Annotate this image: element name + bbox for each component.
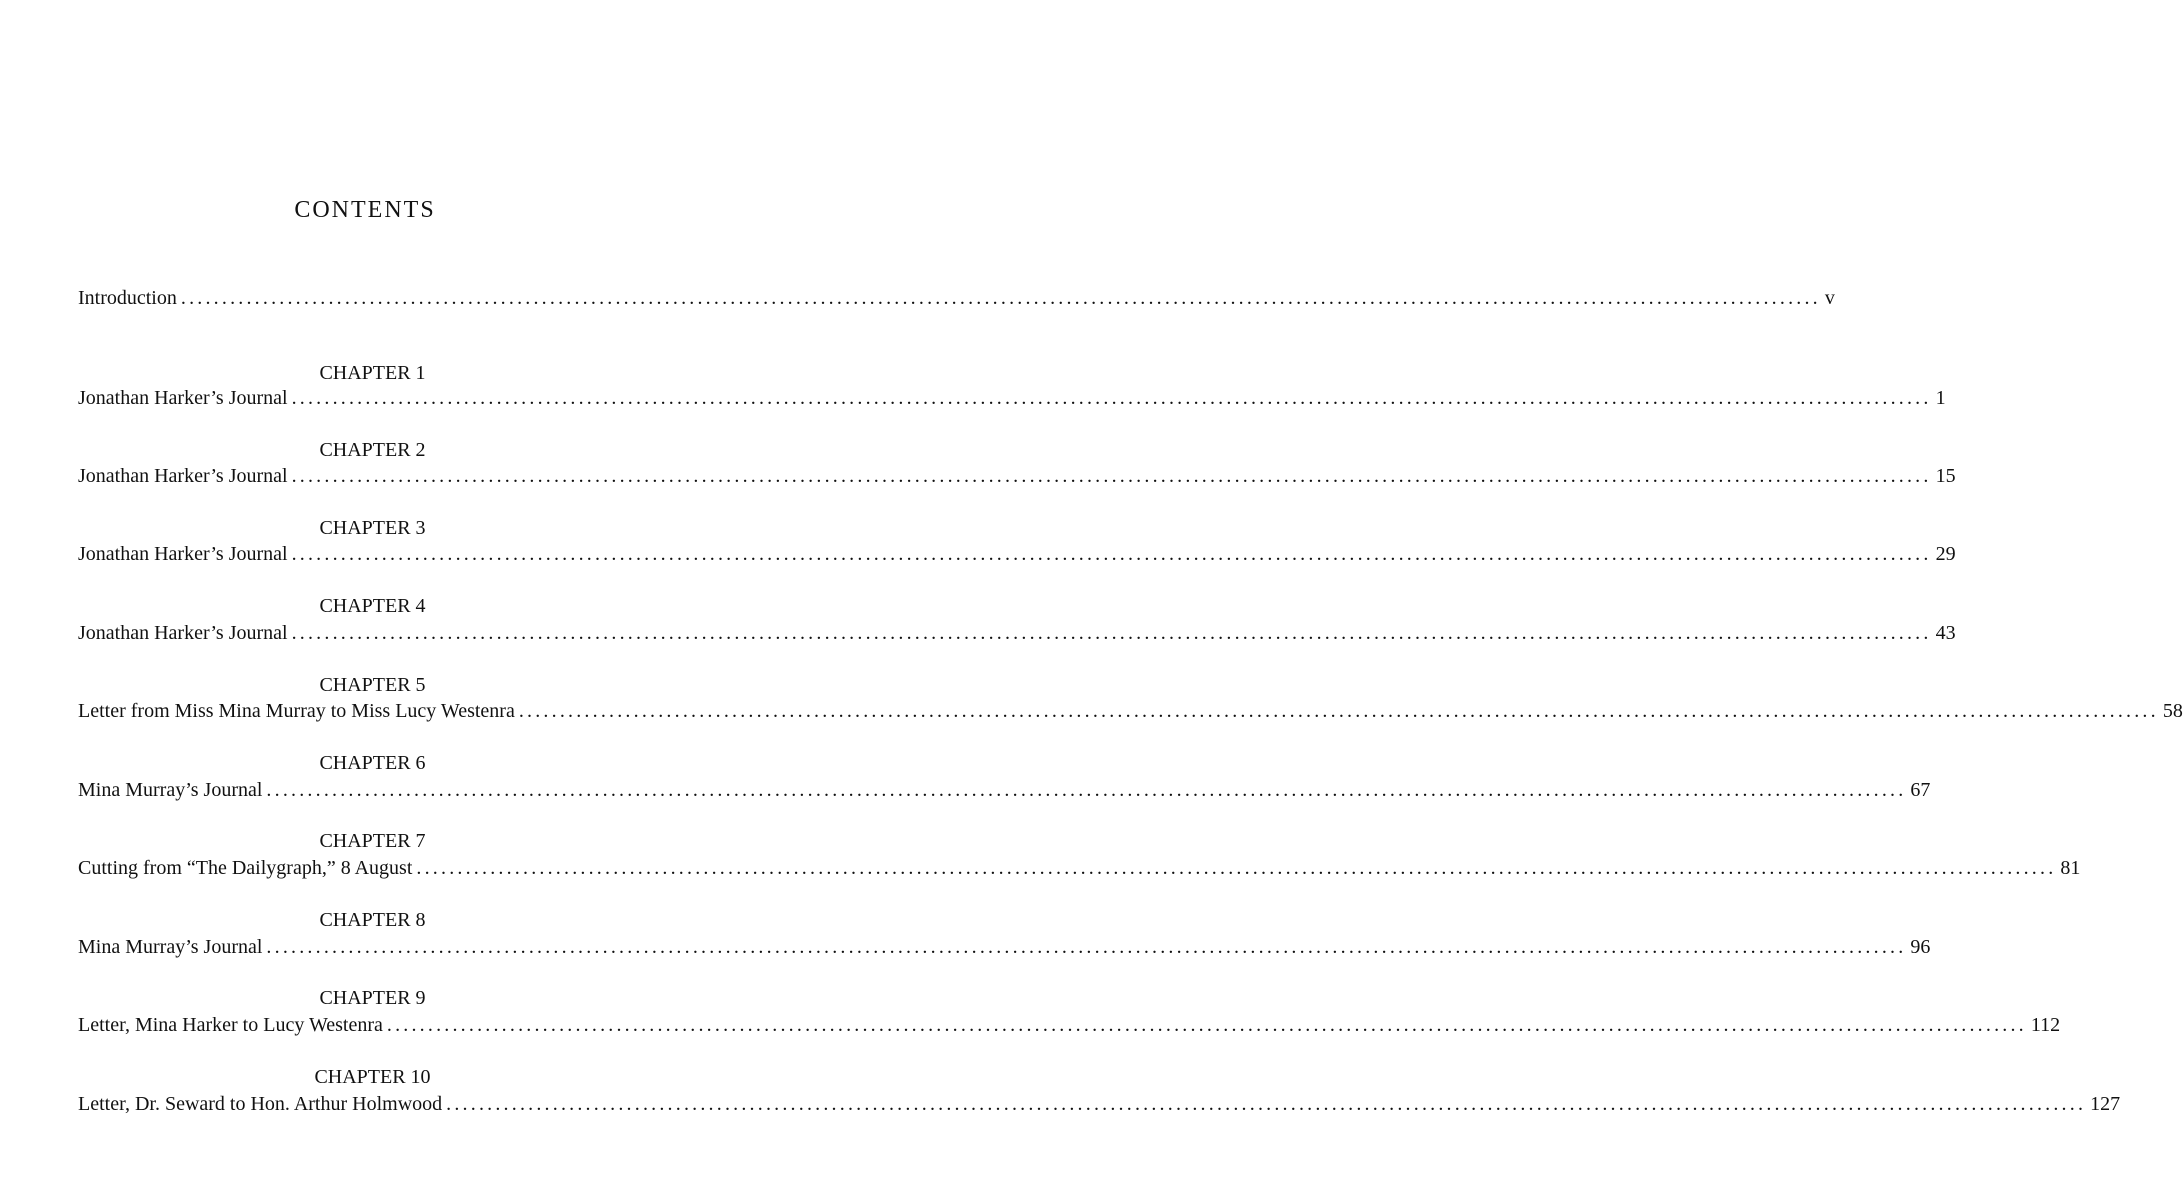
entry-title: Jonathan Harker’s Journal	[78, 387, 288, 409]
toc-entry	[78, 542, 1956, 566]
entry-title: Letter, Dr. Seward to Hon. Arthur Holmwood	[78, 1093, 443, 1115]
entry-title: Jonathan Harker’s Journal	[78, 465, 288, 487]
chapter-heading: CHAPTER 10	[314, 1066, 431, 1088]
dot-leader: ........................................................................................................................................................................................................	[518, 700, 2159, 722]
entry-title: Cutting from “The Dailygraph,” 8 August	[78, 857, 413, 879]
entry-title: Mina Murray’s Journal	[78, 779, 263, 801]
toc-entry	[78, 1013, 2061, 1037]
page-number: 96	[1910, 936, 1931, 958]
dot-leader: ........................................................................................................................................................................................................	[180, 287, 1821, 309]
chapter-heading: CHAPTER 4	[319, 595, 426, 617]
chapter-heading: CHAPTER 3	[319, 517, 426, 539]
page-number: 112	[2030, 1014, 2061, 1036]
chapter-heading: CHAPTER 2	[319, 439, 426, 461]
toc-entry	[78, 856, 2081, 880]
entry-title: Mina Murray’s Journal	[78, 936, 263, 958]
entry-title: Jonathan Harker’s Journal	[78, 543, 288, 565]
toc-entry	[78, 935, 1931, 959]
entry-title: Introduction	[78, 287, 177, 309]
chapter-heading: CHAPTER 9	[319, 987, 426, 1009]
toc-entry	[78, 778, 1931, 802]
toc-entry	[78, 386, 1946, 410]
page-number: 127	[2090, 1093, 2121, 1115]
page-title: CONTENTS	[294, 197, 436, 223]
page-number: 29	[1935, 543, 1956, 565]
dot-leader: ........................................................................................................................................................................................................	[291, 465, 1932, 487]
toc-entry	[78, 699, 2183, 723]
page-number: 81	[2060, 857, 2081, 879]
entry-title: Letter from Miss Mina Murray to Miss Lucy Westenra	[78, 700, 515, 722]
page-number: 43	[1935, 622, 1956, 644]
dot-leader: ........................................................................................................................................................................................................	[266, 936, 1907, 958]
dot-leader: ........................................................................................................................................................................................................	[416, 857, 2057, 879]
dot-leader: ........................................................................................................................................................................................................	[266, 779, 1907, 801]
chapter-heading: CHAPTER 7	[319, 830, 426, 852]
page-number: 67	[1910, 779, 1931, 801]
dot-leader: ........................................................................................................................................................................................................	[446, 1093, 2087, 1115]
page-number: v	[1824, 287, 1835, 309]
dot-leader: ........................................................................................................................................................................................................	[291, 543, 1932, 565]
toc-entry	[78, 621, 1956, 645]
chapter-heading: CHAPTER 1	[319, 362, 426, 384]
page-number: 15	[1935, 465, 1956, 487]
page-number: 58	[2162, 700, 2183, 722]
page-number: 1	[1935, 387, 1946, 409]
entry-title: Jonathan Harker’s Journal	[78, 622, 288, 644]
dot-leader: ........................................................................................................................................................................................................	[291, 387, 1932, 409]
toc-entry-introduction	[78, 286, 1835, 310]
toc-entry	[78, 464, 1956, 488]
chapter-heading: CHAPTER 6	[319, 752, 426, 774]
entry-title: Letter, Mina Harker to Lucy Westenra	[78, 1014, 383, 1036]
chapter-heading: CHAPTER 8	[319, 909, 426, 931]
toc-entry	[78, 1092, 2121, 1116]
chapter-heading: CHAPTER 5	[319, 674, 426, 696]
dot-leader: ........................................................................................................................................................................................................	[386, 1014, 2027, 1036]
dot-leader: ........................................................................................................................................................................................................	[291, 622, 1932, 644]
